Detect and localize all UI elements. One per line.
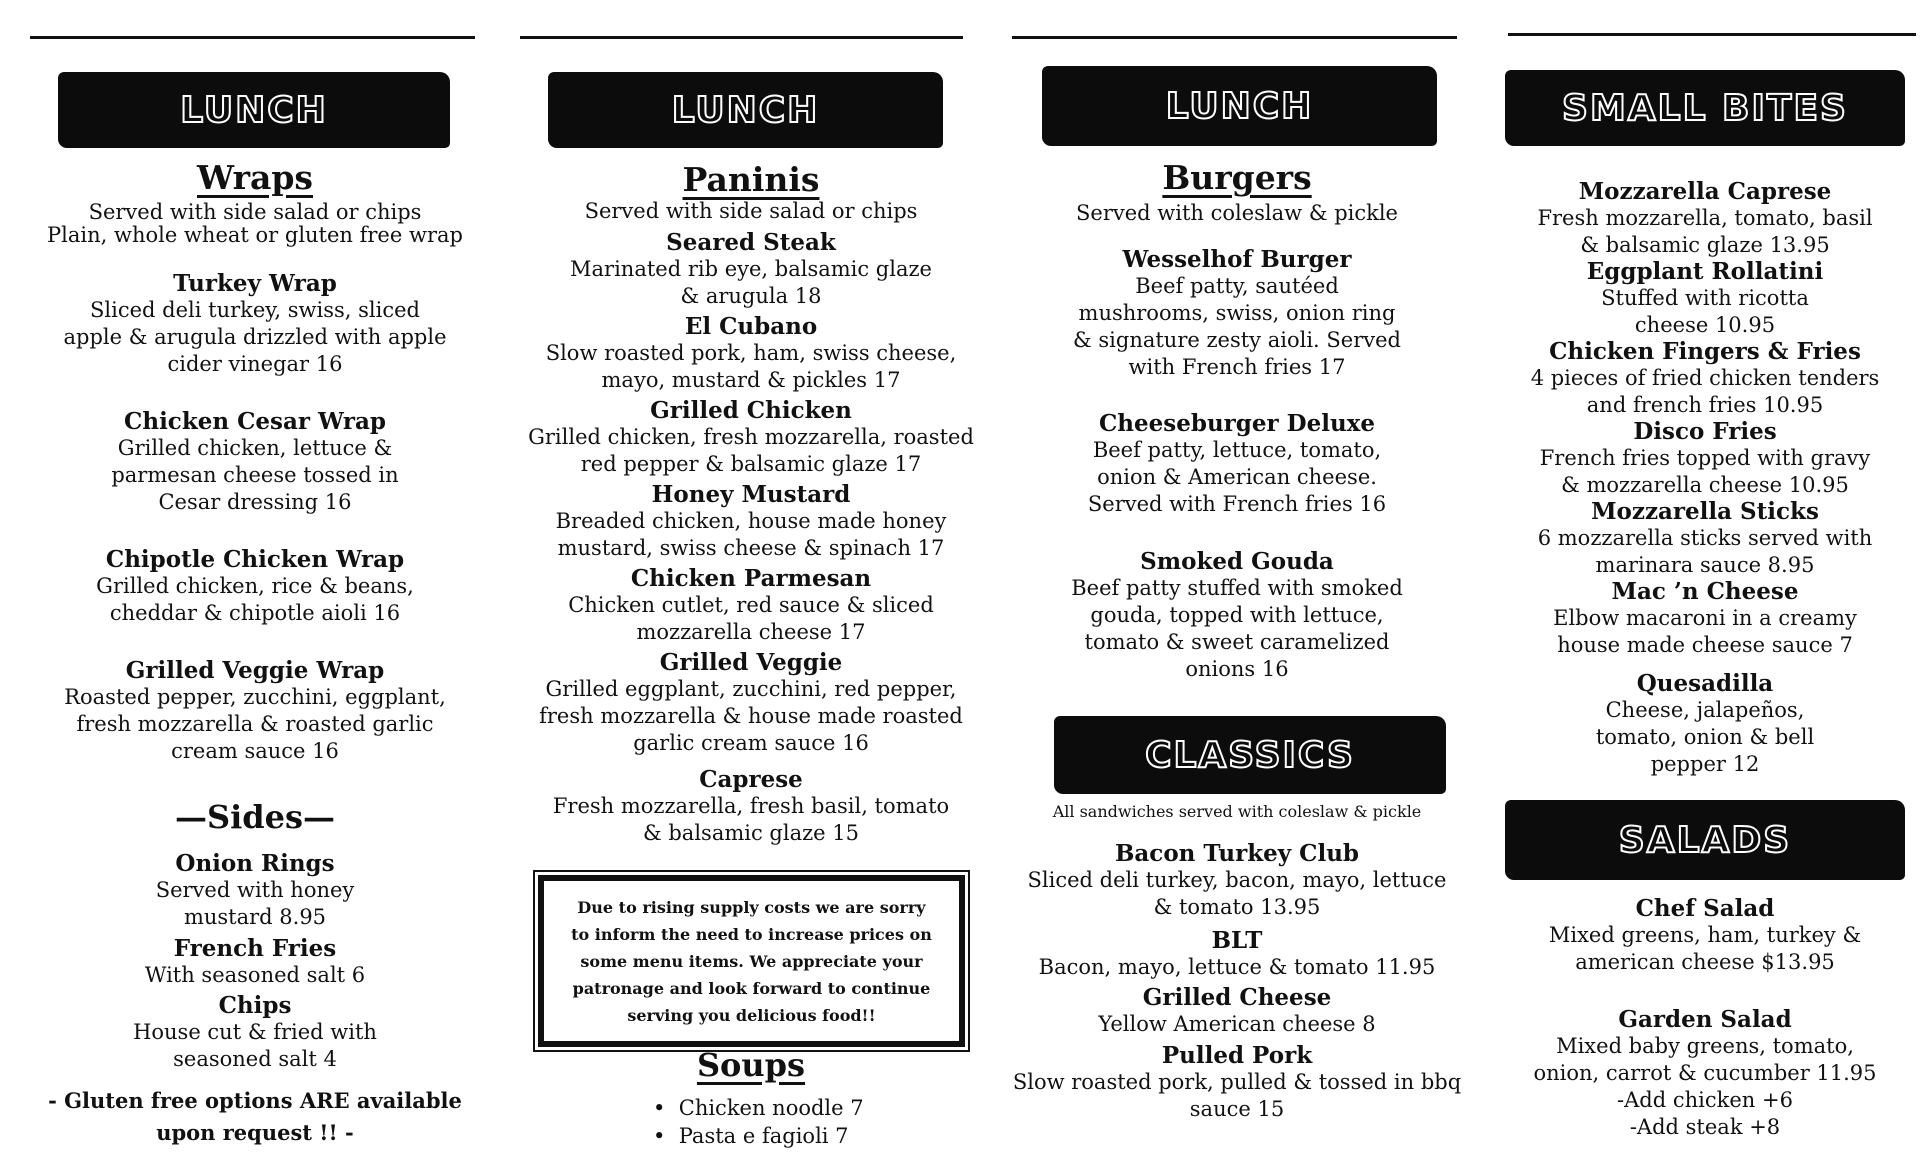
- list-item: • Chicken noodle 7: [653, 1094, 864, 1122]
- price-notice: Due to rising supply costs we are sorry to inform the need to increase prices on some menu items. We appreciate your patronage and look forward to continue serving you delicious food!!: [538, 875, 965, 1047]
- soups-list: [653, 1094, 864, 1150]
- lunch-banner: LUNCH: [58, 72, 450, 148]
- menu-item: Pulled Pork Slow roasted pork, pulled & tossed in bbq sauce 15: [1012, 1042, 1462, 1121]
- menu-item: Smoked Gouda Beef patty stuffed with smoked gouda, topped with lettuce, tomato & sweet caramelized onions 16: [1071, 548, 1403, 681]
- menu-item: Chicken Cesar Wrap Grilled chicken, lettuce & parmesan cheese tossed in Cesar dressing 16: [111, 408, 399, 514]
- menu-item: Grilled Veggie Wrap Roasted pepper, zucchini, eggplant, fresh mozzarella & roasted garlic cream sauce 16: [64, 657, 446, 763]
- menu-item: Quesadilla Cheese, jalapeños, tomato, onion & bell pepper 12: [1595, 670, 1815, 776]
- classics-banner: CLASSICS: [1054, 716, 1446, 794]
- salads-banner: SALADS: [1505, 800, 1905, 880]
- menu-item: Caprese Fresh mozzarella, fresh basil, tomato & balsamic glaze 15: [552, 766, 950, 845]
- menu-item: Disco Fries French fries topped with gravy & mozzarella cheese 10.95: [1539, 418, 1871, 497]
- menu-item: Chicken Parmesan Chicken cutlet, red sauce & sliced mozzarella cheese 17: [568, 565, 934, 644]
- lunch-banner: LUNCH: [1042, 66, 1437, 146]
- menu-item: BLT Bacon, mayo, lettuce & tomato 11.95: [1038, 927, 1436, 979]
- burgers-subtitle: Served with coleslaw & pickle: [1076, 201, 1398, 225]
- wraps-subtitle: Plain, whole wheat or gluten free wrap: [47, 223, 463, 247]
- soups-title: Soups: [696, 1046, 806, 1084]
- menu-item: Mozzarella Sticks 6 mozzarella sticks served with marinara sauce 8.95: [1537, 498, 1873, 577]
- menu-item: Bacon Turkey Club Sliced deli turkey, bacon, mayo, lettuce & tomato 13.95: [1027, 840, 1447, 919]
- small-bites-banner: SMALL BITES: [1505, 70, 1905, 146]
- classics-subtitle: All sandwiches served with coleslaw & pickle: [1052, 802, 1422, 821]
- menu-item: Grilled Chicken Grilled chicken, fresh mozzarella, roasted red pepper & balsamic glaze 17: [528, 397, 974, 476]
- wraps-subtitle: Served with side salad or chips: [88, 200, 422, 224]
- menu-item: Chef Salad Mixed greens, ham, turkey & american cheese $13.95: [1548, 895, 1862, 974]
- menu-item: Seared Steak Marinated rib eye, balsamic glaze & arugula 18: [570, 229, 932, 308]
- top-rule: [520, 36, 963, 39]
- list-item: • Pasta e fagioli 7: [653, 1122, 864, 1150]
- menu-item: Wesselhof Burger Beef patty, sautéed mushrooms, swiss, onion ring & signature zesty aioli. Served with French fries 17: [1073, 246, 1401, 379]
- menu-item: Garden Salad Mixed baby greens, tomato, onion, carrot & cucumber 11.95 -Add chicken +6 -Add steak +8: [1533, 1006, 1877, 1139]
- wraps-title: Wraps: [197, 158, 313, 197]
- gluten-note: upon request !! -: [156, 1120, 354, 1145]
- menu-item: Honey Mustard Breaded chicken, house made honey mustard, swiss cheese & spinach 17: [555, 481, 947, 560]
- top-rule: [30, 36, 475, 39]
- top-rule: [1508, 33, 1916, 36]
- paninis-subtitle: Served with side salad or chips: [584, 199, 918, 223]
- menu-item: Grilled Cheese Yellow American cheese 8: [1098, 984, 1376, 1036]
- sides-title: —Sides—: [174, 798, 335, 836]
- top-rule: [1012, 36, 1457, 39]
- menu-item: Onion Rings Served with honey mustard 8.95: [155, 850, 355, 929]
- menu-item: Mac ’n Cheese Elbow macaroni in a creamy house made cheese sauce 7: [1553, 578, 1857, 657]
- lunch-banner: LUNCH: [548, 72, 943, 148]
- gluten-note: - Gluten free options ARE available: [48, 1088, 462, 1113]
- menu-item: French Fries With seasoned salt 6: [144, 935, 366, 987]
- menu-item: Mozzarella Caprese Fresh mozzarella, tomato, basil & balsamic glaze 13.95: [1537, 178, 1873, 257]
- menu-item: Chipotle Chicken Wrap Grilled chicken, rice & beans, cheddar & chipotle aioli 16: [96, 546, 414, 625]
- menu-item: Cheeseburger Deluxe Beef patty, lettuce, tomato, onion & American cheese. Served with French fries 16: [1087, 410, 1387, 516]
- menu-item: Chicken Fingers & Fries 4 pieces of fried chicken tenders and french fries 10.95: [1530, 338, 1880, 417]
- menu-item: Turkey Wrap Sliced deli turkey, swiss, sliced apple & arugula drizzled with apple cider vinegar 16: [63, 270, 447, 376]
- menu-item: El Cubano Slow roasted pork, ham, swiss cheese, mayo, mustard & pickles 17: [545, 313, 957, 392]
- menu-item: Eggplant Rollatini Stuffed with ricotta cheese 10.95: [1586, 258, 1824, 337]
- paninis-title: Paninis: [682, 160, 820, 199]
- menu-item: Grilled Veggie Grilled eggplant, zucchini, red pepper, fresh mozzarella & house made roasted garlic cream sauce 16: [539, 649, 963, 755]
- burgers-title: Burgers: [1162, 158, 1312, 197]
- menu-item: Chips House cut & fried with seasoned salt 4: [133, 992, 377, 1071]
